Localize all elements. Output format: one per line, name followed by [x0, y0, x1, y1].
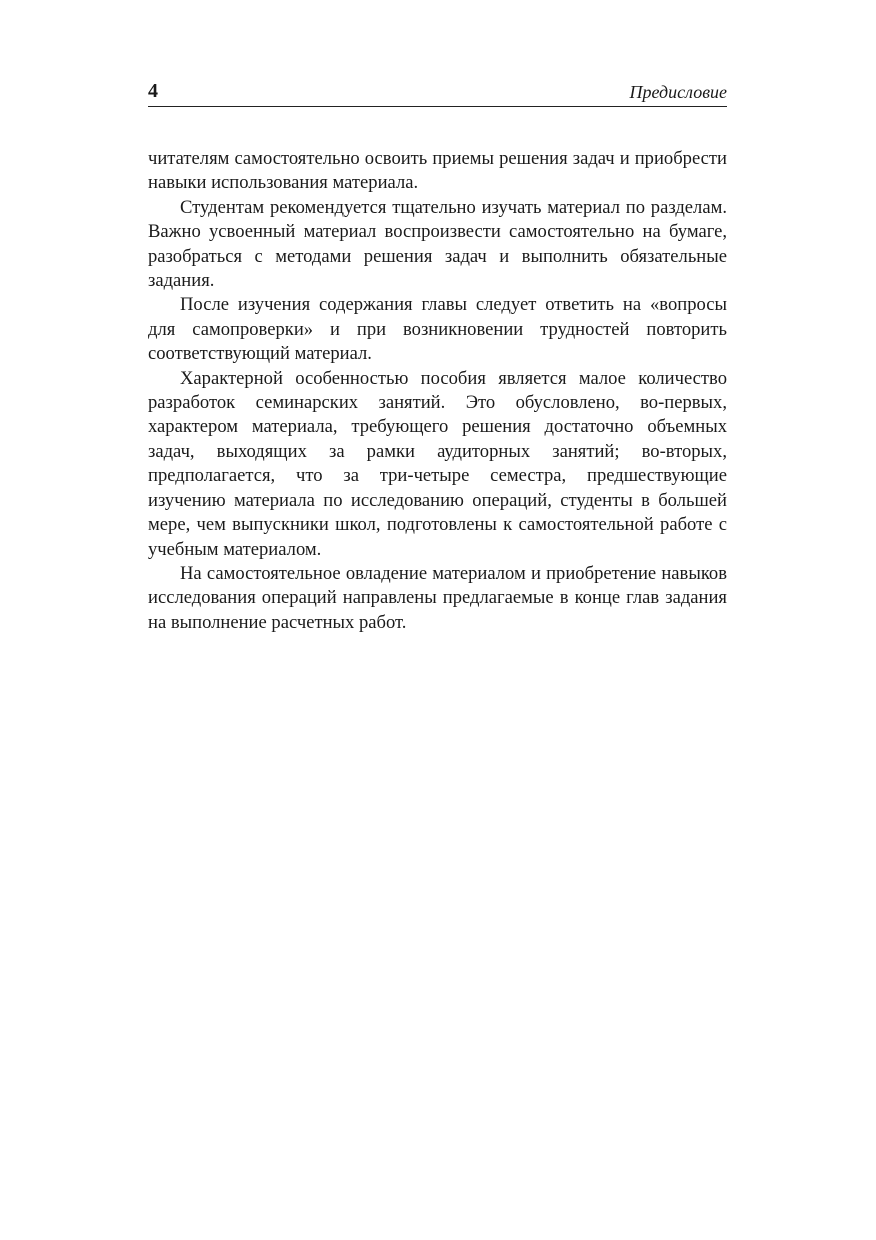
- page-header: [148, 78, 727, 107]
- body-text: [148, 147, 727, 635]
- paragraph: Характерной особенностью пособия является малое количество разработок семинарских занятий. Это обусловлено, во-первых, характером материала, требующего решения достаточно объемных задач, выходящих за рамки аудиторных занятий; во-вторых, предполагается, что за три-четыре семестра, предшествующие изучению материала по исследованию операций, студенты в большей мере, чем выпускники школ, подготовлены к самостоятельной работе с учебным материалом.: [148, 367, 727, 560]
- running-title: Предисловие: [629, 82, 727, 102]
- paragraph-continuation: читателям самостоятельно освоить приемы решения задач и приобрести навыки использования материала.: [148, 148, 727, 194]
- page-number: 4: [148, 80, 158, 102]
- paragraph: На самостоятельное овладение материалом и приобретение навыков исследования операций направлены предлагаемые в конце глав задания на выполнение расчетных работ.: [148, 562, 727, 633]
- paragraph: После изучения содержания главы следует ответить на «вопросы для самопроверки» и при возникновении трудностей повторить соответствующий материал.: [148, 294, 727, 365]
- paragraph: Студентам рекомендуется тщательно изучать материал по разделам. Важно усвоенный материал воспроизвести самостоятельно на бумаге, разобраться с методами решения задач и выполнить обязательные задания.: [148, 196, 727, 292]
